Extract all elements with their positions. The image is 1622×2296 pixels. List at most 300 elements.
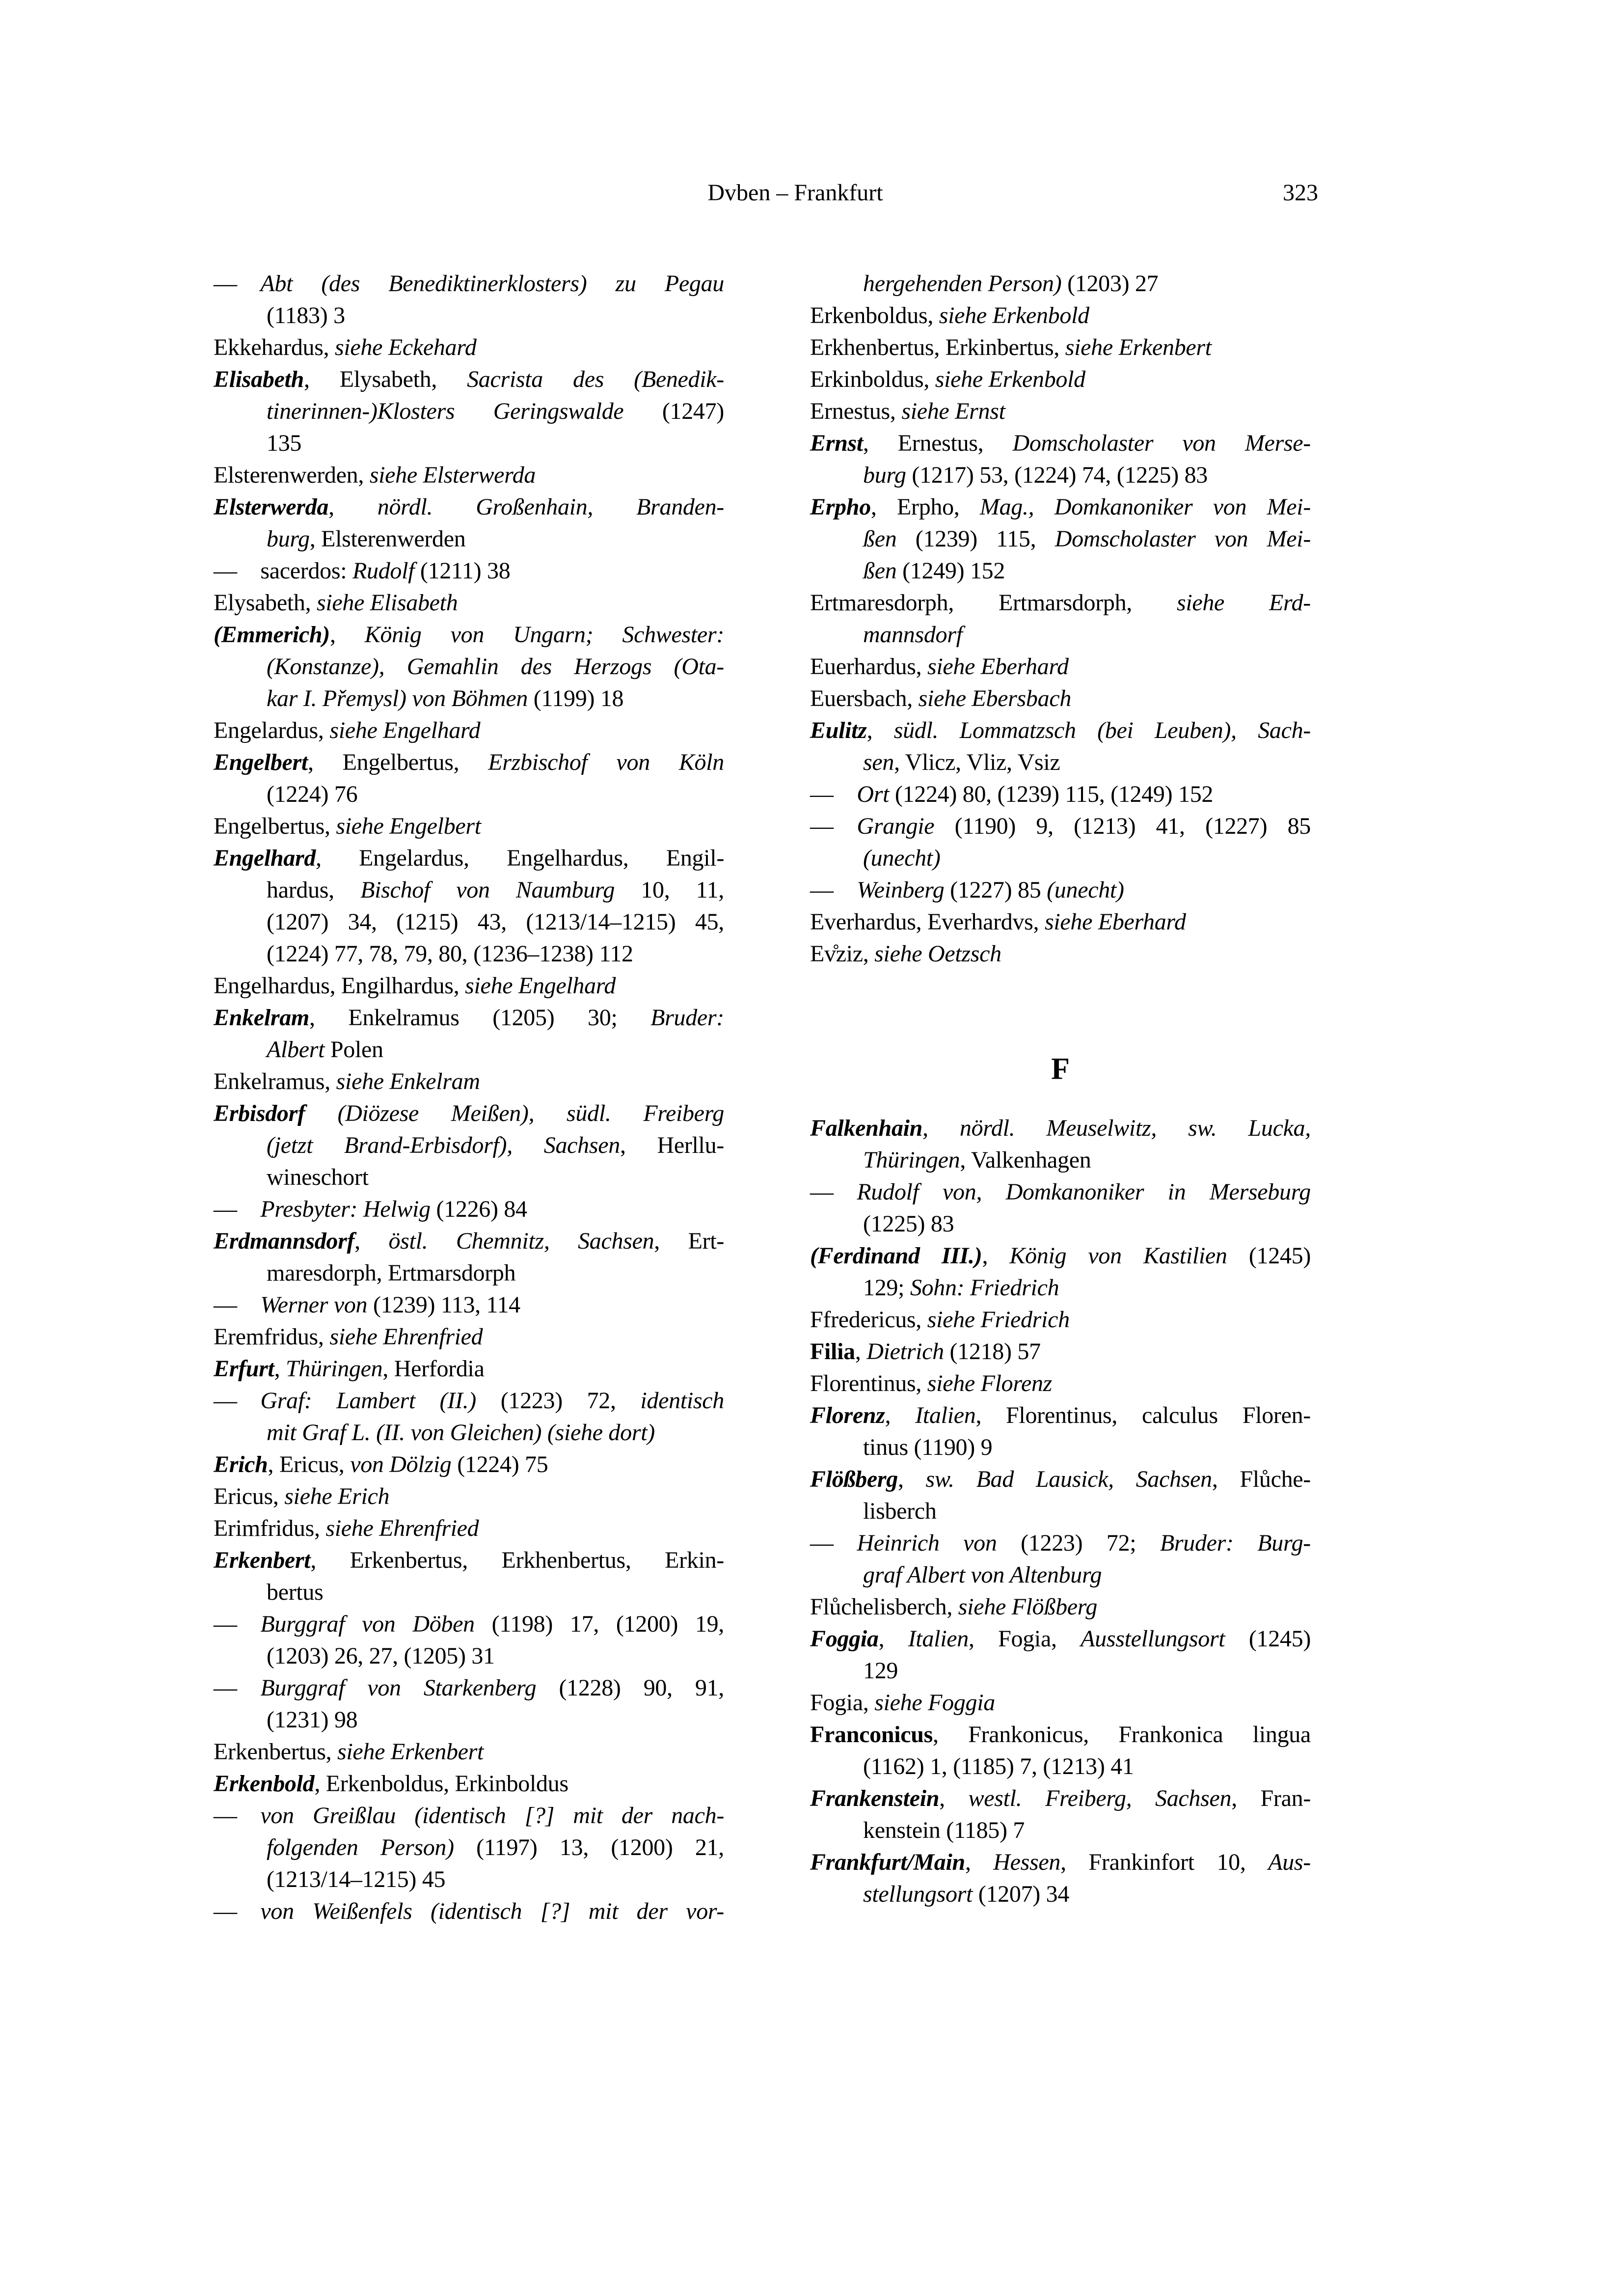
index-line [214,1257,724,1289]
text-segment: Italien [915,1402,976,1428]
index-line [214,906,724,938]
text-segment: (1190) 9, (1213) 41, (1227) 85 [934,813,1311,839]
index-line [214,268,724,300]
text-segment: mit Graf L. (II. von Gleichen) (siehe dort) [267,1420,655,1446]
index-line [810,1782,1311,1814]
text-segment: , [897,1466,926,1492]
index-line [214,1736,724,1768]
text-segment: Heinrich von [857,1530,997,1556]
text-segment: Ffredericus, [810,1307,927,1333]
index-line [810,1112,1311,1144]
index-line [810,491,1311,523]
text-segment: Hessen [993,1849,1061,1875]
index-line [214,1161,724,1193]
text-segment: sw. Bad Lausick, Sachsen [925,1466,1212,1492]
text-segment: — [810,877,857,903]
text-segment: (1249) 152 [896,558,1005,584]
text-segment: Grangie [857,813,935,839]
text-segment: siehe Foggia [874,1690,995,1716]
text-segment: , Elysabeth, [304,366,467,392]
text-segment: nördl. Meuselwitz, sw. Lucka, [959,1115,1311,1141]
text-segment: siehe Elisabeth [316,590,458,616]
text-segment: Fogia, [810,1690,875,1716]
text-segment: (1227) 85 [944,877,1047,903]
text-segment: siehe Florenz [927,1370,1053,1396]
text-segment: siehe Eckehard [335,334,477,360]
text-segment: (1239) 113, 114 [367,1292,520,1318]
text-segment: (1224) 75 [451,1451,548,1477]
text-segment: , Frankinfort 10, [1060,1849,1269,1875]
index-line [214,1034,724,1066]
text-segment: (unecht) [863,845,941,871]
text-segment: Engelhardus, Engilhardus, [214,973,465,999]
text-segment: (Diözese Meißen), südl. Freiberg [337,1100,724,1126]
text-segment: (1223) 72; [997,1530,1160,1556]
text-segment: Enkelramus, [214,1068,336,1094]
text-segment: — [810,813,857,839]
index-line [810,842,1311,874]
text-segment: ßen [863,558,897,584]
text-segment: — [214,1388,261,1414]
text-segment: tinus (1190) 9 [863,1434,993,1460]
text-segment: (1223) 72, [476,1388,641,1414]
text-segment: Ort [857,781,890,807]
index-line [214,1417,724,1449]
text-segment: , [328,494,378,520]
text-segment: kar I. Přemysl) von Böhmen [267,685,528,711]
text-segment: graf Albert von Altenburg [863,1562,1102,1588]
text-segment: Engelhard [214,845,316,871]
text-segment: — [810,1530,857,1556]
text-segment: Bruder: Burg- [1160,1530,1311,1556]
text-segment: siehe Elsterwerda [369,462,536,488]
index-line [810,268,1311,300]
text-segment: nördl. Großenhain, Branden- [377,494,724,520]
index-line [214,874,724,906]
text-segment: (1217) 53, (1224) 74, (1225) 83 [906,462,1208,488]
text-segment: siehe Erkenbert [337,1739,484,1765]
text-segment: lisberch [863,1498,937,1524]
text-segment: (1218) 57 [944,1339,1041,1365]
index-line [214,746,724,778]
text-segment: (1203) 27 [1061,271,1159,297]
text-segment: (1199) 18 [528,685,624,711]
text-segment: (1211) 38 [414,558,511,584]
text-segment: Ekkehardus, [214,334,335,360]
text-segment: (1245) [1225,1626,1311,1652]
text-segment: folgenden Person) [267,1834,454,1860]
text-segment: (1225) 83 [863,1211,954,1237]
text-segment: Polen [324,1037,383,1063]
text-segment: Erpho [810,494,871,520]
index-line [214,300,724,331]
index-line [214,1512,724,1544]
text-segment: Weinberg [857,877,945,903]
text-segment: siehe Ehrenfried [325,1515,479,1541]
index-line [810,1719,1311,1750]
text-segment: König von Ungarn; Schwester: [364,622,724,648]
index-line [810,300,1311,331]
text-segment: Ernst [810,430,863,456]
text-segment: (1247) [623,398,724,424]
index-line [214,587,724,619]
text-segment: , Florentinus, calculus Floren- [975,1402,1311,1428]
index-line [810,1144,1311,1176]
index-line [214,1353,724,1385]
index-line [214,1863,724,1895]
index-line [214,1895,724,1927]
text-segment: Sohn: Friedrich [910,1275,1059,1301]
text-segment: Erkenbold [214,1771,315,1797]
text-segment: Ericus, [214,1483,285,1509]
index-line [214,1768,724,1800]
text-segment: — [214,1292,261,1318]
text-segment: , Engelardus, Engelhardus, Engil- [316,845,724,871]
text-segment: , [855,1339,867,1365]
text-segment: siehe Erkenbold [939,302,1089,328]
text-segment: wineschort [267,1164,369,1190]
text-segment: Euerhardus, [810,654,927,680]
text-segment: siehe Eberhard [1044,909,1186,935]
text-segment: (1183) 3 [267,302,345,328]
index-line [214,1225,724,1257]
index-line [214,1321,724,1353]
text-segment: 10, 11, [615,877,724,903]
text-segment: , [922,1115,960,1141]
text-segment: , [939,1785,969,1811]
index-line [810,1399,1311,1431]
index-line [214,459,724,491]
text-segment: (1162) 1, (1185) 7, (1213) 41 [863,1753,1134,1779]
index-line [810,555,1311,587]
index-line [214,1608,724,1640]
text-segment: Eulitz [810,717,867,743]
text-segment: (1224) 76 [267,781,358,807]
text-segment: Everhardus, Everhardvs, [810,909,1045,935]
index-line [214,1640,724,1672]
text-segment: , Erpho, [870,494,980,520]
text-segment: , Fogia, [968,1626,1081,1652]
text-segment: — [214,1611,261,1637]
text-segment: Rudolf von, Domkanoniker in Merseburg [857,1179,1311,1205]
text-segment: (1224) 80, (1239) 115, (1249) 152 [889,781,1214,807]
text-segment: Florentinus, [810,1370,927,1396]
text-segment: , Vlicz, Vliz, Vsiz [894,749,1060,775]
text-segment: — [214,1196,261,1222]
text-segment: Albert [267,1037,325,1063]
text-segment: (Emmerich) [214,622,330,648]
index-entries-letter-f [810,1112,1311,1910]
text-segment: Eremfridus, [214,1324,330,1350]
text-segment: , Engelbertus, [307,749,488,775]
text-segment: Enkelram [214,1005,309,1031]
text-segment: , [982,1243,1010,1269]
index-line [214,938,724,970]
running-header-title: Dvben – Frankfurt [707,180,883,206]
index-line [810,1240,1311,1272]
index-line [214,651,724,683]
text-segment: Abt (des Benediktinerklosters) zu Pegau [260,271,724,297]
index-line [214,1066,724,1097]
text-segment: Engelardus, [214,717,330,743]
text-segment: (1228) 90, 91, [536,1675,724,1701]
index-line [214,555,724,587]
text-segment: (1245) [1227,1243,1311,1269]
text-segment: Foggia [810,1626,879,1652]
text-segment: Burggraf von Döben [260,1611,475,1637]
text-segment: , [885,1402,916,1428]
text-segment: siehe Erkenbold [935,366,1085,392]
text-segment: Frankfurt/Main [810,1849,965,1875]
index-line [810,1814,1311,1846]
index-line [810,587,1311,619]
text-segment: Frankenstein [810,1785,940,1811]
index-line [810,874,1311,906]
index-line [810,1559,1311,1591]
index-line [810,1272,1311,1304]
text-segment: , Erkenboldus, Erkinboldus [314,1771,568,1797]
index-line [214,1576,724,1608]
text-segment: ßen [863,526,897,552]
text-segment: Graf: Lambert (II.) [260,1388,476,1414]
text-segment: (1226) 84 [430,1196,527,1222]
text-segment: Erimfridus, [214,1515,326,1541]
index-line [214,778,724,810]
text-segment: (1203) 26, 27, (1205) 31 [267,1643,495,1669]
text-segment: Euersbach, [810,685,919,711]
index-line [214,1129,724,1161]
index-line [214,810,724,842]
text-segment: Domscholaster von Merse- [1012,430,1311,456]
text-segment: Bruder: [650,1005,724,1031]
text-segment: , Erkenbertus, Erkhenbertus, Erkin- [310,1547,724,1573]
index-line [810,810,1311,842]
text-segment: siehe Friedrich [927,1307,1070,1333]
text-segment: Erbisdorf [214,1100,305,1126]
text-segment: siehe Oetzsch [874,941,1001,967]
text-segment: — sacerdos: [214,558,352,584]
text-segment: 129; [863,1275,910,1301]
text-segment: , [354,1228,389,1254]
text-segment: Filia [810,1339,855,1365]
index-line [214,1449,724,1480]
index-line [214,970,724,1002]
index-line [810,938,1311,970]
text-segment: von Greißlau (identisch [?] mit der nach- [260,1803,724,1829]
index-line [214,427,724,459]
text-segment: siehe Erkenbert [1065,334,1212,360]
index-line [810,1687,1311,1719]
text-segment: Franconicus [810,1722,933,1748]
section-heading-f: F [1051,1052,1070,1086]
text-segment: identisch [640,1388,724,1414]
text-segment: von Dölzig [350,1451,452,1477]
text-segment: sen [863,749,894,775]
text-segment: (1239) 115, [896,526,1055,552]
index-line [214,491,724,523]
index-line [810,746,1311,778]
index-line [214,842,724,874]
text-segment: , [274,1356,286,1382]
index-line [214,1800,724,1831]
text-segment: Erich [214,1451,268,1477]
text-segment [305,1100,338,1126]
text-segment: Erfurt [214,1356,274,1382]
index-line [810,459,1311,491]
text-segment: — [214,271,261,297]
index-line [810,683,1311,714]
text-segment: Erkenbertus, [214,1739,338,1765]
text-segment: Burggraf von Starkenberg [260,1675,537,1701]
text-segment: — [214,1675,261,1701]
index-line [810,714,1311,746]
index-line [214,714,724,746]
index-line [214,1289,724,1321]
text-segment: östl. Chemnitz, Sachsen [388,1228,654,1254]
index-line [810,1304,1311,1336]
index-line [214,363,724,395]
text-segment: , [866,717,894,743]
text-segment: (1198) 17, (1200) 19, [474,1611,724,1637]
index-line [810,1463,1311,1495]
text-segment: Aus- [1268,1849,1311,1875]
text-segment: Thüringen [863,1147,960,1173]
text-segment: Domscholaster von Mei- [1054,526,1311,552]
index-line [810,1336,1311,1367]
text-segment: hardus, [267,877,361,903]
text-segment: tinerinnen-)Klosters Geringswalde [267,398,624,424]
text-segment: Erkhenbertus, Erkinbertus, [810,334,1065,360]
index-line [810,1431,1311,1463]
text-segment: Elisabeth [214,366,304,392]
index-line [810,1527,1311,1559]
text-segment: (1224) 77, 78, 79, 80, (1236–1238) 112 [267,941,633,967]
text-segment: 135 [267,430,302,456]
text-segment: siehe Engelhard [465,973,616,999]
text-segment: Engelbert [214,749,308,775]
index-line [810,1846,1311,1878]
text-segment: 129 [863,1658,898,1684]
text-segment: Thüringen [286,1356,383,1382]
text-segment: siehe Engelhard [329,717,481,743]
text-segment: Italien [908,1626,969,1652]
index-line [214,395,724,427]
text-segment: Florenz [810,1402,885,1428]
index-line [214,1704,724,1736]
text-segment: stellungsort [863,1881,973,1907]
text-segment: Elsterenwerden, [214,462,370,488]
index-line [810,427,1311,459]
text-segment: westl. Freiberg, Sachsen [968,1785,1232,1811]
index-line [214,1002,724,1034]
index-line [810,1176,1311,1208]
index-line [810,395,1311,427]
text-segment: Sacrista des (Benedik- [467,366,724,392]
index-line [214,1193,724,1225]
index-line [214,1672,724,1704]
text-segment: , Enkelramus (1205) 30; [309,1005,651,1031]
text-segment: Werner von [260,1292,368,1318]
text-segment: (jetzt Brand-Erbisdorf), Sachsen [267,1132,620,1158]
index-line [810,619,1311,651]
text-segment: Flůchelisberch, [810,1594,958,1620]
index-line [810,1623,1311,1655]
index-line [810,1750,1311,1782]
text-segment: mannsdorf [863,622,963,648]
text-segment: Rudolf [352,558,415,584]
text-segment: Dietrich [866,1339,944,1365]
index-line [214,1097,724,1129]
text-segment: (1207) 34, (1215) 43, (1213/14–1215) 45, [267,909,724,935]
index-line [214,683,724,714]
text-segment: (1213/14–1215) 45 [267,1866,446,1892]
text-segment: , [329,622,365,648]
text-segment: Erdmannsdorf [214,1228,355,1254]
text-segment: siehe Eberhard [927,654,1069,680]
text-segment: , [878,1626,908,1652]
page-number: 323 [1283,180,1318,206]
text-segment: Ausstellungsort [1081,1626,1225,1652]
text-segment: Ernestus, [810,398,902,424]
text-segment: Erkenboldus, [810,302,939,328]
text-segment: , Valkenhagen [960,1147,1091,1173]
index-line [214,619,724,651]
text-segment: Erkenbert [214,1547,311,1573]
index-line [214,1480,724,1512]
text-segment: siehe Engelbert [336,813,481,839]
text-segment: siehe Flößberg [958,1594,1098,1620]
index-line [810,1208,1311,1240]
text-segment: — [810,1179,857,1205]
text-segment: burg [863,462,906,488]
text-segment: Falkenhain [810,1115,923,1141]
text-segment: (Konstanze), Gemahlin des Herzogs (Ota- [267,654,724,680]
text-segment: Flößberg [810,1466,898,1492]
text-segment: — [214,1898,261,1924]
text-segment: hergehenden Person) [863,271,1062,297]
text-segment: Ertmaresdorph, Ertmarsdorph, [810,590,1177,616]
text-segment: Elsterwerda [214,494,329,520]
text-segment: , Ericus, [268,1451,351,1477]
index-line [810,778,1311,810]
index-line [214,1831,724,1863]
text-segment: — [214,1803,261,1829]
text-segment: Engelbertus, [214,813,336,839]
index-line [810,1878,1311,1910]
text-segment: , Herllu- [620,1132,724,1158]
index-line [810,523,1311,555]
index-line [214,1544,724,1576]
text-segment: siehe Ebersbach [918,685,1072,711]
text-segment: Erzbischof von Köln [488,749,724,775]
index-line [810,331,1311,363]
text-segment: burg [267,526,310,552]
text-segment: siehe Erd- [1176,590,1311,616]
index-line [810,1367,1311,1399]
index-line [214,523,724,555]
index-entries-letter-e [810,268,1311,970]
text-segment: , [965,1849,994,1875]
text-segment: siehe Ernst [901,398,1005,424]
text-segment: kenstein (1185) 7 [863,1817,1025,1843]
index-line [810,1495,1311,1527]
text-segment: , Ernestus, [863,430,1013,456]
text-segment: südl. Lommatzsch (bei Leuben), Sach- [893,717,1311,743]
index-line [214,331,724,363]
text-segment: (Ferdinand III.) [810,1243,982,1269]
text-segment: siehe Ehrenfried [329,1324,483,1350]
index-column-right [810,268,1311,1910]
